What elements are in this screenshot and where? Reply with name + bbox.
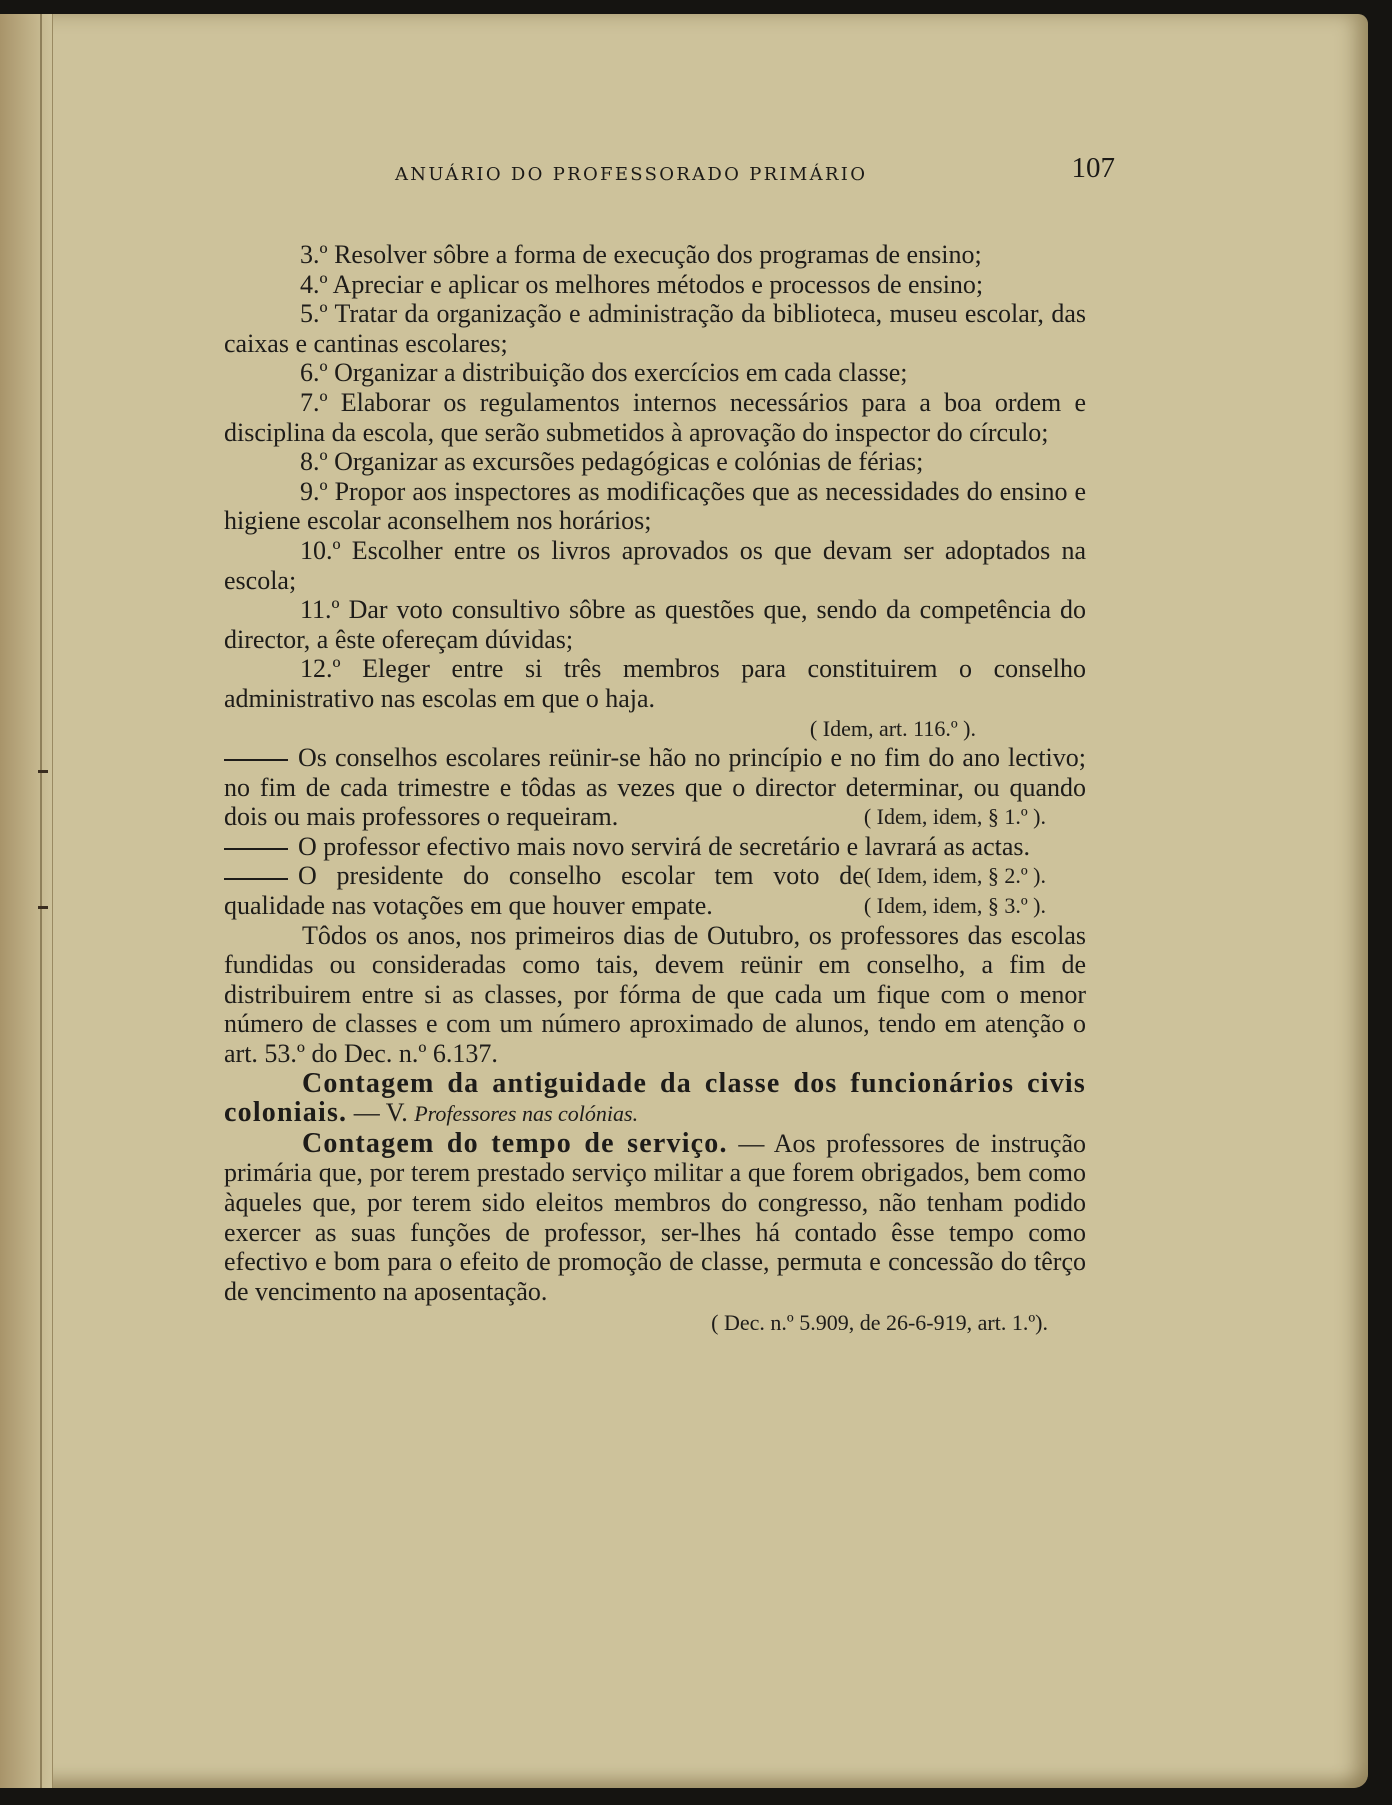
legal-reference: ( Dec. n.º 5.909, de 26-6-919, art. 1.º). bbox=[711, 1310, 1048, 1336]
cross-reference: Professores nas colónias. bbox=[414, 1101, 639, 1127]
list-item: 8.º Organizar as excursões pedagógicas e colónias de férias; bbox=[300, 447, 924, 477]
legal-reference: ( Idem, idem, § 3.º ). bbox=[863, 893, 1046, 919]
legal-reference: ( Idem, idem, § 1.º ). bbox=[863, 804, 1046, 830]
paragraph: O presidente do conselho escolar tem voto de qualidade nas votações em que houver empate. ( Idem, idem, § 3.º ). bbox=[224, 861, 1086, 920]
running-title: ANUÁRIO DO PROFESSORADO PRIMÁRIO bbox=[395, 164, 868, 185]
list-item: 7.º Elaborar os regulamentos internos necessários para a boa ordem e disciplina da escola, que serão submetidos à aprovação do inspector do círculo; bbox=[224, 387, 1086, 447]
list-item: 10.º Escolher entre os livros aprovados os que devam ser adoptados na escola; bbox=[224, 535, 1086, 595]
paragraph: Tôdos os anos, nos primeiros dias de Outubro, os professores das escolas fundidas ou consideradas como tais, devem reünir em conselho, a fim de distribuirem entre si as classes, por fórma de que cada um fique com o menor número de classes e com um número aproximado de alunos, tendo em atenção o art. 53.º do Dec. n.º 6.137. bbox=[224, 920, 1086, 1069]
paragraph: O professor efectivo mais novo servirá de secretário e lavrará as actas. ( Idem, idem, § 2.º ). bbox=[224, 832, 1086, 862]
paragraph: Os conselhos escolares reünir-se hão no princípio e no fim do ano lectivo; no fim de cada trimestre e tôdas as vezes que o director determinar, ou quando dois ou mais professores o requeiram. ( Idem, idem, § 1.º ). bbox=[224, 743, 1086, 832]
list-item: 9.º Propor aos inspectores as modificações que as necessidades do ensino e higiene escolar aconselhem nos horários; bbox=[224, 476, 1087, 536]
list-item: 12.º Eleger entre si três membros para constituirem o conselho administrativo nas escolas em que o haja. bbox=[224, 654, 1087, 713]
dictionary-entry: Contagem da antiguidade da classe dos funcionários civis coloniais. — V. Professores nas colónias. bbox=[224, 1067, 1086, 1129]
list-item: 6.º Organizar a distribuição dos exercícios em cada classe; bbox=[300, 358, 908, 388]
page-body bbox=[224, 240, 1086, 1338]
list-item: 3.º Resolver sôbre a forma de execução dos programas de ensino; bbox=[300, 240, 982, 269]
page-number: 107 bbox=[1071, 152, 1115, 184]
entry-heading: Contagem do tempo de serviço. bbox=[302, 1127, 728, 1159]
dictionary-entry: Contagem do tempo de serviço. — Aos professores de instrução primária que, por terem prestado serviço militar a que forem obrigados, bem como àqueles que, por terem sido eleitos membros do congresso, não tenham podido exercer as suas funções de professor, ser-lhes há contado êsse tempo como efectivo e bom para o efeito de promoção de classe, permuta e concessão do têrço de vencimento na aposentação. bbox=[224, 1127, 1086, 1306]
entry-heading: Contagem da antiguidade da classe dos funcionários civis coloniais. bbox=[224, 1067, 1086, 1129]
list-item: 11.º Dar voto consultivo sôbre as questões que, sendo da competência do director, a êste ofereçam dúvidas; bbox=[224, 595, 1087, 654]
dash-rule bbox=[224, 759, 288, 761]
dash-rule bbox=[224, 848, 288, 850]
list-item: 5.º Tratar da organização e administração da biblioteca, museu escolar, das caixas e cantinas escolares; bbox=[224, 299, 1086, 358]
binding-line bbox=[40, 14, 42, 1788]
binding-mark bbox=[38, 770, 48, 773]
dash-rule bbox=[224, 878, 288, 880]
legal-reference: ( Idem, art. 116.º ). bbox=[809, 715, 976, 741]
list-item: 4.º Apreciar e aplicar os melhores métodos e processos de ensino; bbox=[300, 269, 984, 299]
legal-reference: ( Idem, idem, § 2.º ). bbox=[863, 863, 1046, 889]
running-header bbox=[395, 152, 1115, 200]
binding-edge bbox=[0, 14, 53, 1788]
binding-mark bbox=[38, 906, 48, 909]
